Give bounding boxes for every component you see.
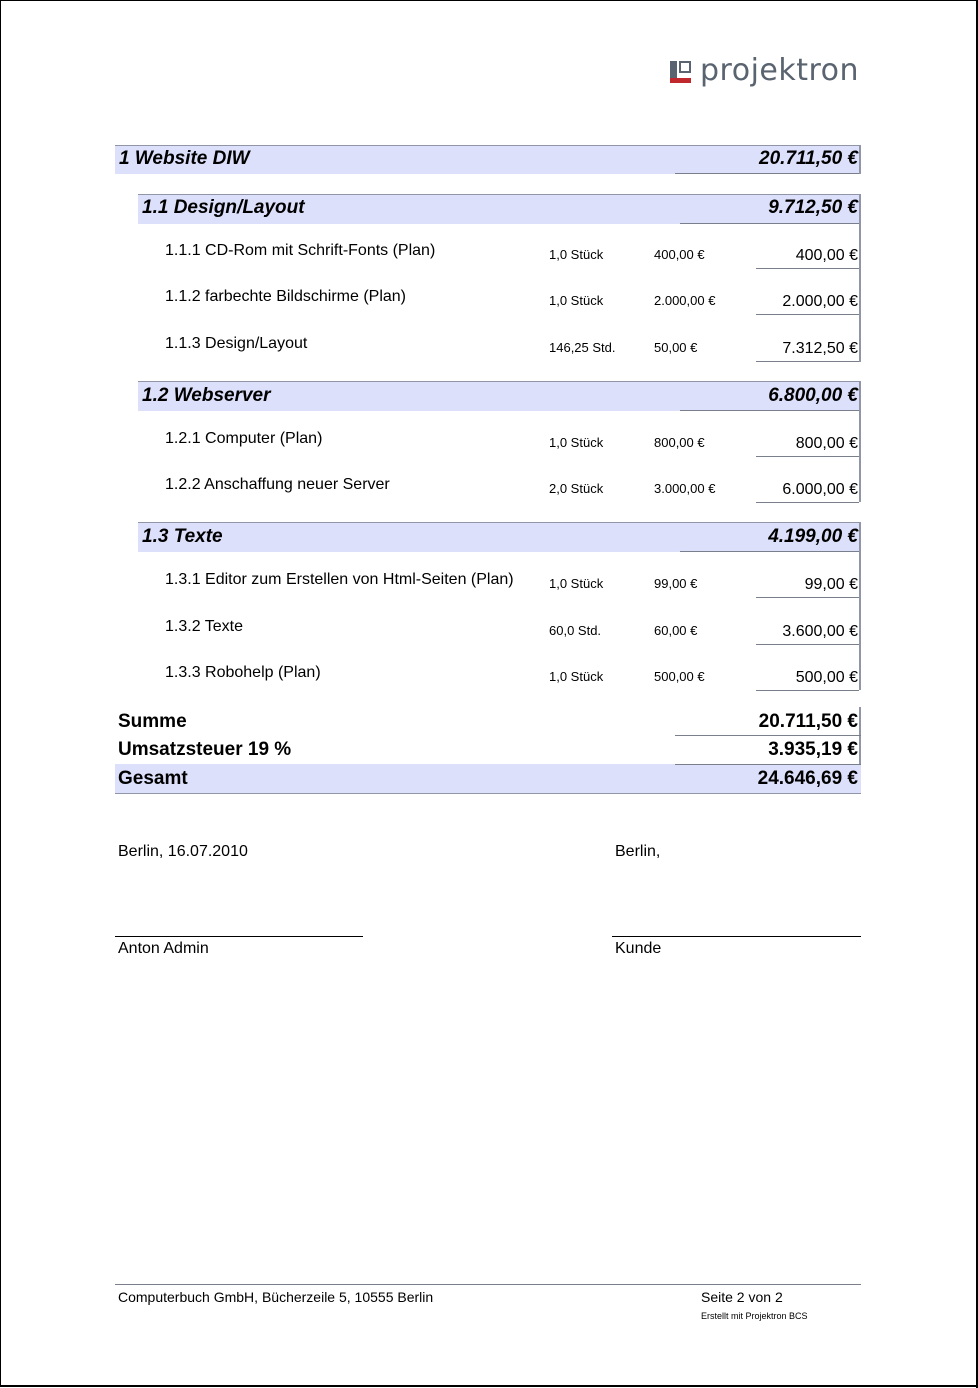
project-total: 20.711,50 € — [759, 148, 858, 169]
line-item-label: 1.3.2 Texte — [165, 618, 243, 635]
line-item-total: 500,00 € — [795, 669, 858, 686]
right-signer-name: Kunde — [615, 940, 662, 957]
footer-page-number: Seite 2 von 2 — [701, 1289, 783, 1305]
section-total-underline — [680, 410, 861, 411]
tax-label: Umsatzsteuer 19 % — [118, 739, 292, 760]
section-right-bar — [859, 523, 861, 690]
company-logo — [670, 50, 859, 90]
footer-created-with: Erstellt mit Projektron BCS — [701, 1311, 808, 1321]
line-item-underline — [756, 502, 859, 503]
line-item-quantity: 1,0 Stück — [549, 435, 604, 450]
tax-value: 3.935,19 € — [768, 739, 858, 760]
line-item-underline — [756, 268, 859, 269]
section-title: 1.1 Design/Layout — [142, 197, 305, 218]
project-title: 1 Website DIW — [119, 148, 250, 169]
line-item-quantity: 60,0 Std. — [549, 623, 602, 638]
line-item-label: 1.3.1 Editor zum Erstellen von Html-Seiten (Plan) — [165, 571, 514, 588]
line-item-quantity: 146,25 Std. — [549, 340, 616, 355]
section-total-underline — [680, 223, 861, 224]
line-item-label: 1.1.3 Design/Layout — [165, 335, 308, 352]
line-item-total: 3.600,00 € — [782, 623, 858, 640]
line-item-unit-price: 400,00 € — [654, 247, 705, 262]
line-item-unit-price: 50,00 € — [654, 340, 698, 355]
line-item-underline — [756, 597, 859, 598]
section-right-bar — [859, 195, 861, 362]
line-item-total: 800,00 € — [795, 435, 858, 452]
project-right-bar — [859, 146, 861, 174]
line-item-underline — [756, 456, 859, 457]
line-item-underline — [756, 644, 859, 645]
sum-value: 20.711,50 € — [758, 711, 858, 732]
page-bottom-edge — [0, 1385, 978, 1387]
left-place-date: Berlin, 16.07.2010 — [118, 843, 248, 860]
line-item-total: 99,00 € — [804, 576, 858, 593]
line-item-unit-price: 99,00 € — [654, 576, 698, 591]
line-item-underline — [756, 690, 859, 691]
footer-divider — [115, 1284, 861, 1285]
logo-text: projektron — [700, 52, 860, 88]
line-item-unit-price: 3.000,00 € — [654, 481, 716, 496]
footer-company-address: Computerbuch GmbH, Bücherzeile 5, 10555 Berlin — [118, 1289, 434, 1305]
right-place-date: Berlin, — [615, 843, 661, 860]
line-item-quantity: 1,0 Stück — [549, 293, 604, 308]
project-total-underline — [675, 173, 861, 174]
sum-underline — [675, 735, 861, 736]
line-item-quantity: 1,0 Stück — [549, 247, 604, 262]
line-item-unit-price: 2.000,00 € — [654, 293, 716, 308]
left-signer-name: Anton Admin — [118, 940, 209, 957]
line-item-label: 1.1.1 CD-Rom mit Schrift-Fonts (Plan) — [165, 242, 436, 259]
sum-label: Summe — [118, 711, 187, 732]
line-item-total: 400,00 € — [795, 247, 858, 264]
line-item-underline — [756, 314, 859, 315]
grand-total-label: Gesamt — [118, 768, 188, 789]
tax-underline — [675, 764, 861, 765]
line-item-total: 6.000,00 € — [782, 481, 858, 498]
section-right-bar — [859, 382, 861, 502]
line-item-unit-price: 500,00 € — [654, 669, 705, 684]
section-total: 9.712,50 € — [768, 197, 858, 218]
line-item-total: 2.000,00 € — [782, 293, 858, 310]
line-item-label: 1.2.2 Anschaffung neuer Server — [165, 476, 390, 493]
line-item-label: 1.2.1 Computer (Plan) — [165, 430, 323, 447]
section-title: 1.2 Webserver — [142, 385, 271, 406]
left-signature-line — [115, 936, 363, 937]
section-total: 6.800,00 € — [768, 385, 858, 406]
right-signature-line — [612, 936, 861, 937]
grand-total-value: 24.646,69 € — [757, 768, 858, 789]
logo-mark-icon — [670, 58, 692, 82]
line-item-label: 1.3.3 Robohelp (Plan) — [165, 664, 321, 681]
section-title: 1.3 Texte — [142, 526, 223, 547]
line-item-quantity: 2,0 Stück — [549, 481, 604, 496]
section-total-underline — [680, 551, 861, 552]
line-item-total: 7.312,50 € — [782, 340, 858, 357]
section-header-band — [138, 522, 861, 552]
grand-total-band — [115, 764, 861, 794]
line-item-unit-price: 800,00 € — [654, 435, 705, 450]
line-item-unit-price: 60,00 € — [654, 623, 698, 638]
line-item-label: 1.1.2 farbechte Bildschirme (Plan) — [165, 288, 406, 305]
line-item-quantity: 1,0 Stück — [549, 669, 604, 684]
line-item-underline — [756, 361, 859, 362]
line-item-quantity: 1,0 Stück — [549, 576, 604, 591]
section-total: 4.199,00 € — [768, 526, 858, 547]
